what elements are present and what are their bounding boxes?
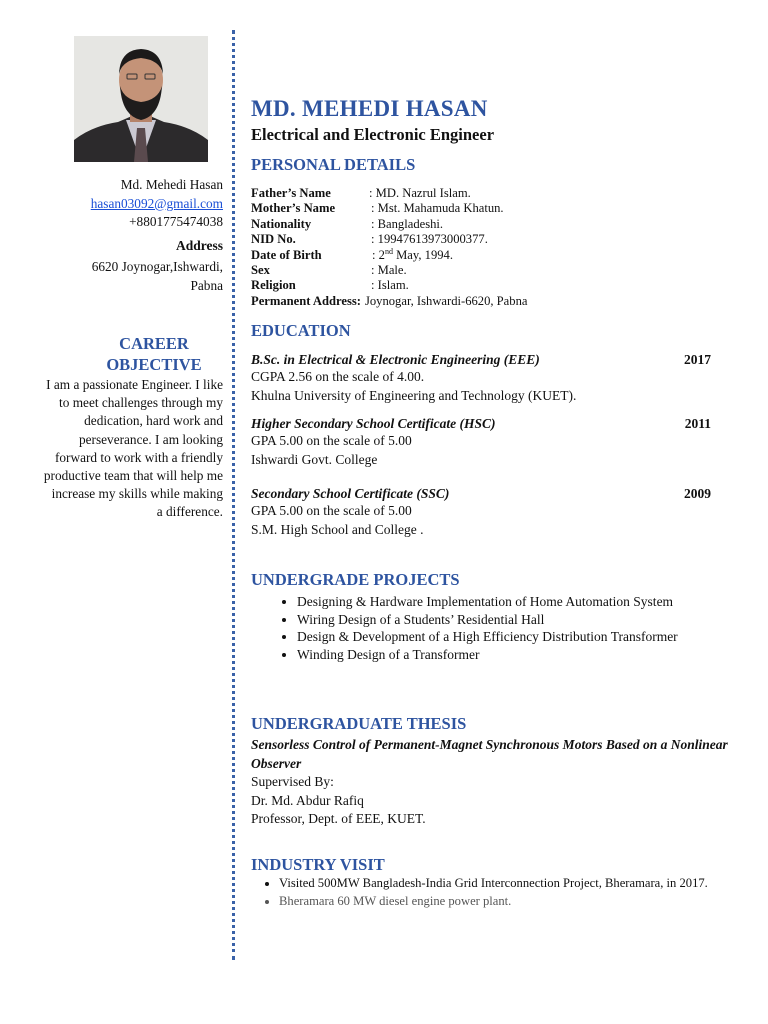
personal-value: Joynogar, Ishwardi-6620, Pabna xyxy=(364,293,528,308)
projects-heading: UNDERGRADE PROJECTS xyxy=(251,570,460,589)
personal-details-heading: PERSONAL DETAILS xyxy=(251,155,416,174)
education-item xyxy=(251,352,731,405)
project-item: • Designing & Hardware Implementation of Home Automation System xyxy=(297,593,731,611)
personal-row xyxy=(251,186,731,201)
degree-institution: Khulna University of Engineering and Technology (KUET). xyxy=(251,387,577,403)
personal-label: Father’s Name xyxy=(251,186,331,200)
contact-name: Md. Mehedi Hasan xyxy=(120,177,223,192)
thesis-block xyxy=(251,736,731,829)
career-objective-heading: CAREER OBJECTIVE xyxy=(106,334,202,374)
column-divider xyxy=(232,30,235,960)
degree-year: 2011 xyxy=(684,416,711,431)
degree-title: Secondary School Certificate (SSC) xyxy=(251,486,450,501)
address-heading: Address xyxy=(175,238,223,253)
personal-details xyxy=(251,186,731,309)
degree-year: 2009 xyxy=(684,486,711,501)
degree-result: CGPA 2.56 on the scale of 4.00. xyxy=(251,369,425,384)
personal-row xyxy=(251,232,731,247)
thesis-supervised-label: Supervised By: xyxy=(251,774,334,789)
thesis-title: Sensorless Control of Permanent-Magnet Synchronous Motors Based on a Nonlinear Observer xyxy=(251,737,728,771)
education-item xyxy=(251,416,731,469)
industry-visit-heading: INDUSTRY VISIT xyxy=(251,855,385,874)
degree-institution: Ishwardi Govt. College xyxy=(251,451,378,467)
personal-label: Sex xyxy=(251,262,270,277)
personal-value: : 2nd May, 1994. xyxy=(372,246,454,262)
personal-label: Religion xyxy=(251,278,296,293)
personal-value: : 19947613973000377. xyxy=(371,232,488,247)
thesis-supervisor: Dr. Md. Abdur Rafiq xyxy=(251,792,364,808)
personal-value: : Bangladeshi. xyxy=(371,216,444,231)
address-line: 6620 Joynogar,Ishwardi, xyxy=(91,259,223,274)
personal-value: : Islam. xyxy=(371,278,409,293)
personal-label: Nationality xyxy=(251,216,312,231)
personal-value: : MD. Nazrul Islam. xyxy=(369,186,471,200)
personal-row xyxy=(251,294,731,309)
email-link[interactable]: hasan03092@gmail.com xyxy=(90,195,223,211)
education-item xyxy=(251,486,731,539)
project-item: • Wiring Design of a Students’ Residential Hall xyxy=(297,611,731,629)
profile-photo xyxy=(74,36,208,162)
personal-row xyxy=(251,263,731,278)
address-line: Pabna xyxy=(190,277,223,293)
personal-label: Date of Birth xyxy=(251,247,322,262)
career-objective-text: I am a passionate Engineer. I like to meet challenges through my dedication, hard work and perseverance. I am looking forward to work with a friendly productive team that will help me increase my skills while making a difference. xyxy=(43,377,223,520)
degree-title: Higher Secondary School Certificate (HSC) xyxy=(251,416,496,431)
personal-row xyxy=(251,201,731,216)
thesis-supervisor-position: Professor, Dept. of EEE, KUET. xyxy=(251,811,426,826)
personal-label: Mother’s Name xyxy=(251,201,336,216)
education-heading: EDUCATION xyxy=(251,321,351,340)
project-item: • Design & Development of a High Efficiency Distribution Transformer xyxy=(297,628,731,646)
job-title: Electrical and Electronic Engineer xyxy=(251,125,495,144)
personal-value: : Mst. Mahamuda Khatun. xyxy=(371,201,504,216)
personal-row xyxy=(251,217,731,232)
visit-item: • Visited 500MW Bangladesh-India Grid Interconnection Project, Bheramara, in 2017. xyxy=(279,876,731,891)
degree-year: 2017 xyxy=(684,352,711,367)
thesis-heading: UNDERGRADUATE THESIS xyxy=(251,714,467,733)
project-item: • Winding Design of a Transformer xyxy=(297,646,731,664)
personal-row xyxy=(251,278,731,293)
personal-value: : Male. xyxy=(371,262,407,277)
degree-title: B.Sc. in Electrical & Electronic Engineering (EEE) xyxy=(251,352,540,367)
projects-list xyxy=(251,593,731,663)
phone-number: +8801775474038 xyxy=(129,214,223,229)
personal-label: Permanent Address: xyxy=(251,293,361,308)
address-block xyxy=(53,258,223,295)
contact-block xyxy=(91,176,223,232)
personal-row xyxy=(251,248,731,263)
visit-item: • Bheramara 60 MW diesel engine power plant. xyxy=(279,894,731,909)
candidate-name: MD. MEHEDI HASAN xyxy=(251,96,488,121)
personal-label: NID No. xyxy=(251,232,296,247)
degree-result: GPA 5.00 on the scale of 5.00 xyxy=(251,503,412,518)
degree-institution: S.M. High School and College . xyxy=(251,521,424,537)
industry-visit-list xyxy=(251,876,731,911)
degree-result: GPA 5.00 on the scale of 5.00 xyxy=(251,433,412,448)
